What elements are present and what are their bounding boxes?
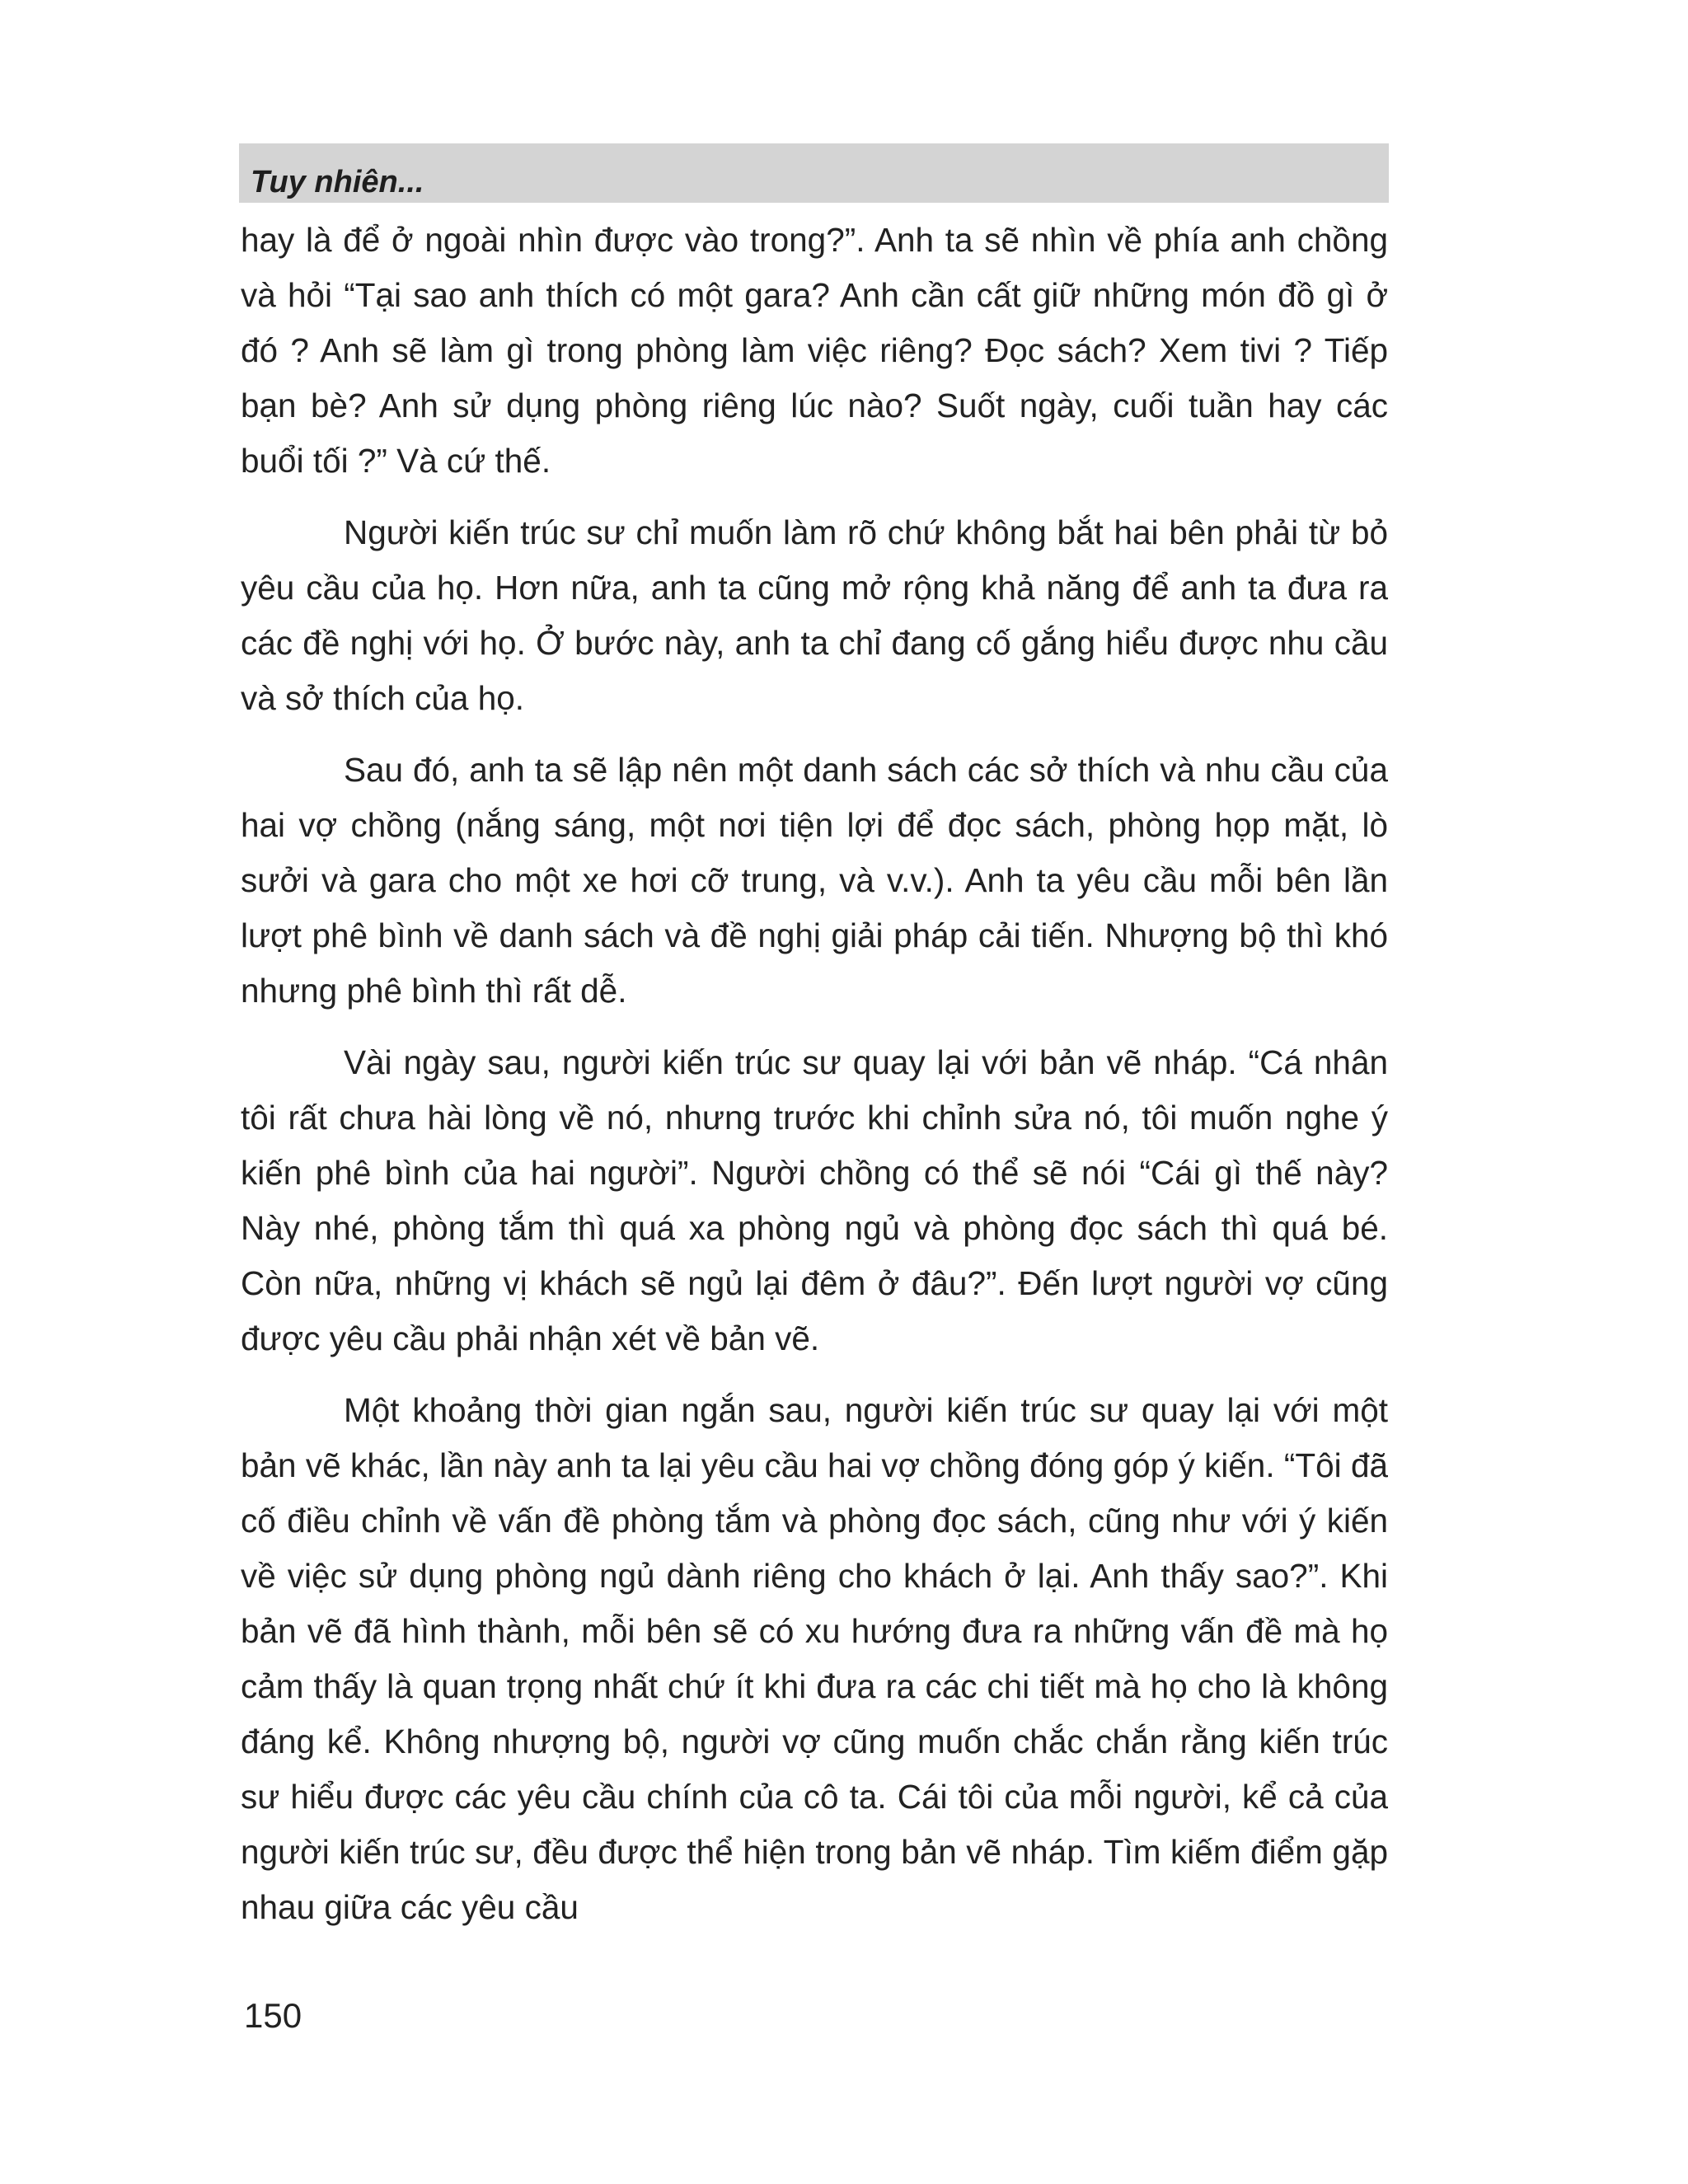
paragraph-3: Sau đó, anh ta sẽ lập nên một danh sách các sở thích và nhu cầu của hai vợ chồng (nắng sáng, một nơi tiện lợi để đọc sách, phòng họp mặt, lò sưởi và gara cho một xe hơi cỡ trung, và v.v.). Anh ta yêu cầu mỗi bên lần lượt phê bình về danh sách và đề nghị giải pháp cải tiến. Nhượng bộ thì khó nhưng phê bình thì rất dễ. — [241, 751, 1388, 1010]
paragraph-2: Người kiến trúc sư chỉ muốn làm rõ chứ không bắt hai bên phải từ bỏ yêu cầu của họ. Hơn nữa, anh ta cũng mở rộng khả năng để anh ta đưa ra các đề nghị với họ. Ở bước này, anh ta chỉ đang cố gắng hiểu được nhu cầu và sở thích của họ. — [241, 513, 1388, 717]
running-header — [239, 143, 1389, 203]
page-number: 150 — [244, 1996, 302, 2035]
paragraph-4: Vài ngày sau, người kiến trúc sư quay lại với bản vẽ nháp. “Cá nhân tôi rất chưa hài lòng về nó, nhưng trước khi chỉnh sửa nó, tôi muốn nghe ý kiến phê bình của hai người”. Người chồng có thể sẽ nói “Cái gì thế này? Này nhé, phòng tắm thì quá xa phòng ngủ và phòng đọc sách thì quá bé. Còn nữa, những vị khách sẽ ngủ lại đêm ở đâu?”. Đến lượt người vợ cũng được yêu cầu phải nhận xét về bản vẽ. — [241, 1043, 1388, 1357]
header-title: Tuy nhiên... — [251, 165, 424, 199]
paragraph-5: Một khoảng thời gian ngắn sau, người kiến trúc sư quay lại với một bản vẽ khác, lần này anh ta lại yêu cầu hai vợ chồng đóng góp ý kiến. “Tôi đã cố điều chỉnh về vấn đề phòng tắm và phòng đọc sách, cũng như với ý kiến về việc sử dụng phòng ngủ dành riêng cho khách ở lại. Anh thấy sao?”. Khi bản vẽ đã hình thành, mỗi bên sẽ có xu hướng đưa ra những vấn đề mà họ cảm thấy là quan trọng nhất chứ ít khi đưa ra các chi tiết mà họ cho là không đáng kể. Không nhượng bộ, người vợ cũng muốn chắc chắn rằng kiến trúc sư hiểu được các yêu cầu chính của cô ta. Cái tôi của mỗi người, kể cả của người kiến trúc sư, đều được thể hiện trong bản vẽ nháp. Tìm kiếm điểm gặp nhau giữa các yêu cầu — [241, 1391, 1388, 1926]
paragraph-1: hay là để ở ngoài nhìn được vào trong?”. Anh ta sẽ nhìn về phía anh chồng và hỏi “Tại sao anh thích có một gara? Anh cần cất giữ những món đồ gì ở đó ? Anh sẽ làm gì trong phòng làm việc riêng? Đọc sách? Xem tivi ? Tiếp bạn bè? Anh sử dụng phòng riêng lúc nào? Suốt ngày, cuối tuần hay các buổi tối ?” Và cứ thế. — [241, 221, 1388, 480]
body-text — [241, 213, 1388, 1952]
